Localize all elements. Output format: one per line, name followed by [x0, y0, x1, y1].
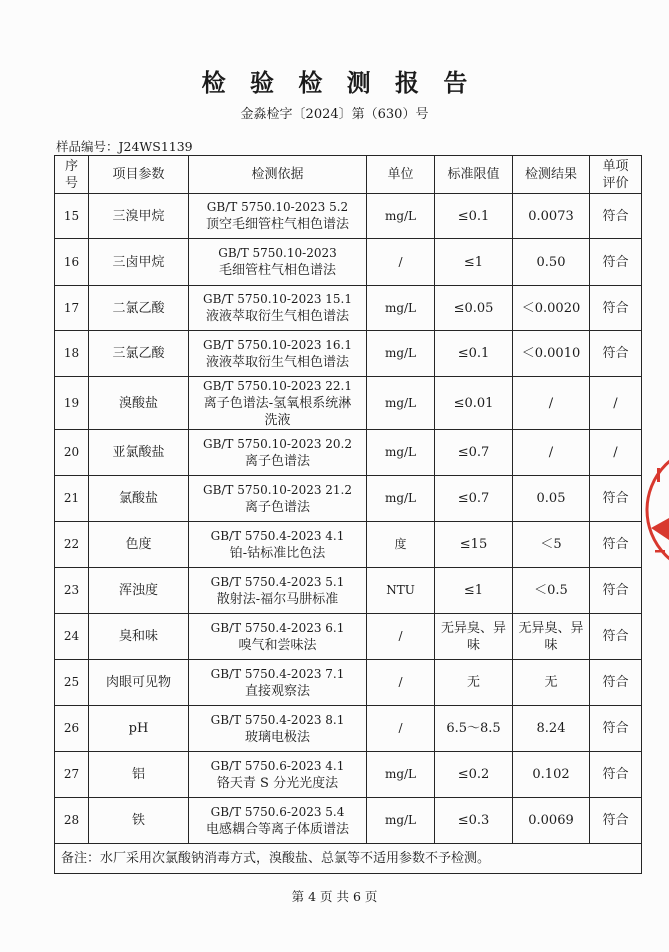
row-number-text: 23 [63, 583, 80, 597]
standard-limit [435, 430, 513, 476]
evaluation-text: 符合 [602, 300, 629, 316]
test-method-line: GB/T 5750.10-2023 21.2 [202, 482, 352, 497]
test-result [513, 706, 590, 752]
test-method-line: GB/T 5750.4-2023 8.1 [210, 712, 345, 727]
unit [367, 752, 435, 798]
header-method: 检测依据 [189, 156, 367, 194]
row-number-text: 24 [63, 629, 80, 643]
standard-limit [435, 798, 513, 844]
evaluation [590, 614, 642, 660]
item-name-text: 铁 [131, 813, 145, 828]
test-method-line: GB/T 5750.10-2023 15.1 [202, 292, 352, 306]
test-result [513, 430, 590, 476]
test-method [189, 476, 367, 522]
unit-text: mg/L [384, 300, 417, 315]
unit-text: 度 [394, 537, 407, 551]
standard-limit-text: 6.5～8.5 [446, 721, 501, 736]
table-row [55, 660, 642, 706]
evaluation-text: 符合 [602, 537, 629, 552]
table-row [55, 614, 642, 660]
unit [367, 239, 435, 286]
test-method-line: GB/T 5750.4-2023 4.1 [210, 528, 345, 543]
test-method-line: 毛细管柱气相色谱法 [218, 263, 336, 278]
test-result [513, 377, 590, 430]
header-row-number: 序号 [55, 156, 89, 194]
table-row [55, 239, 642, 286]
row-number-text: 19 [63, 395, 80, 410]
standard-limit [435, 660, 513, 706]
row-number-text: 21 [63, 491, 80, 505]
test-result-text: ＜0.0010 [521, 346, 581, 361]
standard-limit-text: 无 [466, 675, 480, 690]
evaluation [590, 752, 642, 798]
test-result-text: ＜5 [540, 537, 562, 552]
item-name-text: 二氯乙酸 [112, 300, 165, 316]
evaluation-text: / [613, 395, 618, 411]
row-number-text: 25 [63, 675, 80, 689]
unit-text: / [398, 721, 403, 735]
sample-number: 样品编号：J24WS1139 [56, 139, 193, 154]
evaluation-text: 符合 [602, 254, 629, 270]
results-table [54, 155, 642, 874]
test-result-text: 0.0073 [528, 208, 574, 224]
item-name [89, 706, 189, 752]
item-name-text: 臭和味 [118, 629, 158, 644]
test-result [513, 614, 590, 660]
row-number [55, 522, 89, 568]
row-number-text: 27 [63, 767, 80, 781]
item-name [89, 430, 189, 476]
table-row [55, 194, 642, 239]
unit [367, 377, 435, 430]
evaluation [590, 331, 642, 377]
item-name [89, 476, 189, 522]
row-number [55, 239, 89, 286]
evaluation-text: 符合 [602, 346, 629, 361]
row-number [55, 614, 89, 660]
test-method [189, 239, 367, 286]
evaluation [590, 239, 642, 286]
test-method [189, 430, 367, 476]
row-number [55, 568, 89, 614]
test-result [513, 752, 590, 798]
row-number [55, 476, 89, 522]
test-method-line: 嗅气和尝味法 [238, 637, 317, 653]
standard-limit-text: ≤0.7 [457, 445, 490, 460]
evaluation-text: 符合 [602, 767, 629, 782]
table-row [55, 476, 642, 522]
test-method-line: GB/T 5750.4-2023 5.1 [210, 574, 345, 589]
standard-limit-text: ≤0.05 [453, 300, 494, 316]
item-name [89, 286, 189, 331]
evaluation-text: 符合 [602, 813, 629, 828]
item-name-text: 肉眼可见物 [105, 675, 171, 690]
test-result [513, 331, 590, 377]
row-number [55, 430, 89, 476]
evaluation [590, 286, 642, 331]
test-method [189, 798, 367, 844]
test-method-line: GB/T 5750.10-2023 5.2 [206, 200, 349, 214]
evaluation [590, 377, 642, 430]
item-name [89, 194, 189, 239]
unit-text: / [398, 629, 403, 643]
remark: 备注：水厂采用次氯酸钠消毒方式，溴酸盐、总氯等不适用参数不予检测。 [55, 844, 642, 874]
row-number [55, 752, 89, 798]
row-number [55, 660, 89, 706]
evaluation [590, 798, 642, 844]
test-method [189, 706, 367, 752]
table-row [55, 522, 642, 568]
test-result [513, 239, 590, 286]
test-method-line: GB/T 5750.6-2023 4.1 [210, 758, 345, 773]
standard-limit-text: ≤0.7 [457, 491, 490, 506]
header-limit: 标准限值 [435, 156, 513, 194]
test-method-line: GB/T 5750.4-2023 7.1 [210, 666, 345, 681]
test-method-line: 直接观察法 [244, 683, 310, 699]
test-method-line: 铬天青 S 分光光度法 [216, 775, 339, 791]
item-name [89, 568, 189, 614]
unit [367, 194, 435, 239]
test-result [513, 522, 590, 568]
test-method-line: 散射法-福尔马肼标准 [216, 591, 339, 607]
unit-text: mg/L [384, 346, 417, 360]
standard-limit [435, 476, 513, 522]
unit [367, 286, 435, 331]
unit [367, 476, 435, 522]
test-method-line: GB/T 5750.10-2023 [218, 246, 337, 260]
test-method [189, 377, 367, 430]
row-number-text: 28 [63, 813, 80, 827]
test-result [513, 476, 590, 522]
standard-limit [435, 377, 513, 430]
test-result-text: 8.24 [536, 721, 566, 736]
unit-text: NTU [386, 583, 415, 597]
header-unit: 单位 [367, 156, 435, 194]
table-row [55, 286, 642, 331]
row-number [55, 377, 89, 430]
standard-limit [435, 331, 513, 377]
item-name-text: 铝 [131, 767, 145, 782]
test-result-text: ＜0.5 [534, 583, 568, 598]
standard-limit [435, 286, 513, 331]
standard-limit-text: ≤0.2 [457, 767, 490, 782]
standard-limit-text: ≤1 [463, 583, 484, 598]
test-method-line: GB/T 5750.6-2023 5.4 [210, 804, 345, 819]
test-method [189, 568, 367, 614]
item-name-text: 氯酸盐 [118, 491, 158, 506]
standard-limit [435, 522, 513, 568]
item-name [89, 239, 189, 286]
unit-text: mg/L [384, 813, 417, 827]
unit-text: / [398, 254, 403, 269]
test-method-line: 电感耦合等离子体质谱法 [205, 821, 349, 837]
unit [367, 660, 435, 706]
standard-limit-text: ≤15 [459, 537, 488, 552]
item-name-text: 溴酸盐 [118, 395, 158, 411]
evaluation-text: / [613, 445, 618, 460]
report-title: 检 验 检 测 报 告 [201, 68, 476, 97]
evaluation-text: 符合 [602, 629, 629, 644]
item-name-text: 浑浊度 [118, 583, 158, 598]
unit-text: mg/L [384, 445, 417, 459]
row-number [55, 798, 89, 844]
item-name-text: 三卤甲烷 [112, 254, 165, 270]
row-number-text: 22 [63, 537, 80, 551]
unit [367, 706, 435, 752]
evaluation [590, 430, 642, 476]
test-method-line: 液液萃取衍生气相色谱法 [205, 354, 349, 370]
report-number: 金淼检字〔2024〕第（630）号 [240, 107, 429, 122]
item-name [89, 798, 189, 844]
row-number [55, 194, 89, 239]
test-method-line: GB/T 5750.10-2023 16.1 [202, 337, 352, 352]
table-header-row [55, 156, 642, 194]
test-result [513, 568, 590, 614]
evaluation-text: 符合 [602, 491, 629, 506]
test-result-text: ＜0.0020 [521, 300, 581, 316]
item-name-text: 亚氯酸盐 [112, 445, 165, 460]
unit-text: mg/L [384, 208, 417, 223]
standard-limit-text: ≤0.1 [457, 346, 490, 361]
row-number-text: 20 [63, 445, 80, 459]
unit-text: mg/L [384, 395, 417, 410]
test-method-line: 铂-钴标准比色法 [229, 545, 326, 561]
test-method [189, 660, 367, 706]
test-result-text: / [548, 395, 554, 411]
test-method-line: 离子色谱法-氢氧根系统淋洗液 [203, 395, 352, 428]
test-result [513, 194, 590, 239]
test-method-line: 液液萃取衍生气相色谱法 [205, 309, 349, 324]
evaluation [590, 476, 642, 522]
row-number [55, 286, 89, 331]
evaluation [590, 568, 642, 614]
item-name [89, 331, 189, 377]
standard-limit [435, 614, 513, 660]
unit [367, 798, 435, 844]
evaluation [590, 660, 642, 706]
test-result-text: 0.50 [536, 254, 566, 270]
standard-limit-text: 无异臭、异味 [440, 620, 506, 653]
test-method [189, 752, 367, 798]
header-result: 检测结果 [513, 156, 590, 194]
standard-limit-text: ≤0.01 [453, 395, 494, 411]
standard-limit-text: ≤1 [463, 254, 484, 270]
item-name-text: 色度 [125, 537, 152, 552]
table-row [55, 798, 642, 844]
item-name [89, 752, 189, 798]
test-method-line: 顶空毛细管柱气相色谱法 [205, 217, 349, 232]
test-result-text: 0.102 [532, 767, 570, 782]
test-result [513, 660, 590, 706]
header-item: 项目参数 [89, 156, 189, 194]
test-result-text: / [548, 445, 554, 460]
table-row [55, 331, 642, 377]
header-evaluation: 单项评价 [590, 156, 642, 194]
unit [367, 331, 435, 377]
unit [367, 430, 435, 476]
item-name-text: pH [128, 721, 149, 736]
test-result-text: 0.0069 [528, 813, 574, 828]
row-number-text: 15 [63, 208, 80, 223]
standard-limit [435, 239, 513, 286]
table-row [55, 377, 642, 430]
standard-limit [435, 568, 513, 614]
item-name [89, 614, 189, 660]
standard-limit-text: ≤0.3 [457, 813, 490, 828]
unit [367, 568, 435, 614]
item-name-text: 三氯乙酸 [112, 346, 165, 361]
evaluation-text: 符合 [602, 208, 629, 224]
test-method-line: GB/T 5750.4-2023 6.1 [210, 620, 345, 635]
test-result [513, 286, 590, 331]
row-number [55, 331, 89, 377]
evaluation [590, 706, 642, 752]
unit-text: mg/L [384, 491, 417, 505]
table-row [55, 752, 642, 798]
row-number-text: 17 [63, 300, 80, 315]
evaluation-text: 符合 [602, 721, 629, 736]
test-method [189, 194, 367, 239]
test-result [513, 798, 590, 844]
row-number-text: 26 [63, 721, 80, 735]
table-row [55, 430, 642, 476]
test-result-text: 无 [544, 675, 558, 690]
unit-text: / [398, 675, 403, 689]
standard-limit-text: ≤0.1 [457, 208, 490, 224]
evaluation [590, 194, 642, 239]
page-number: 第 4 页 共 6 页 [291, 889, 378, 904]
item-name-text: 三溴甲烷 [112, 208, 165, 224]
test-method-line: 玻璃电极法 [244, 729, 310, 745]
test-method [189, 614, 367, 660]
test-method [189, 286, 367, 331]
item-name [89, 522, 189, 568]
test-method [189, 522, 367, 568]
evaluation-text: 符合 [602, 583, 629, 598]
evaluation [590, 522, 642, 568]
table-row [55, 568, 642, 614]
row-number [55, 706, 89, 752]
test-method-line: GB/T 5750.10-2023 22.1 [202, 378, 352, 393]
test-method-line: 离子色谱法 [244, 499, 310, 515]
standard-limit [435, 194, 513, 239]
row-number-text: 16 [63, 254, 80, 269]
test-method [189, 331, 367, 377]
item-name [89, 377, 189, 430]
standard-limit [435, 752, 513, 798]
seal-stamp [643, 440, 669, 580]
evaluation-text: 符合 [602, 675, 629, 690]
unit-text: mg/L [384, 767, 417, 781]
test-result-text: 无异臭、异味 [518, 620, 584, 653]
item-name [89, 660, 189, 706]
test-method-line: GB/T 5750.10-2023 20.2 [202, 436, 352, 451]
remark-row [55, 844, 642, 874]
table-row [55, 706, 642, 752]
unit [367, 614, 435, 660]
test-result-text: 0.05 [536, 491, 566, 506]
standard-limit [435, 706, 513, 752]
unit [367, 522, 435, 568]
test-method-line: 离子色谱法 [244, 453, 310, 469]
row-number-text: 18 [63, 346, 80, 360]
